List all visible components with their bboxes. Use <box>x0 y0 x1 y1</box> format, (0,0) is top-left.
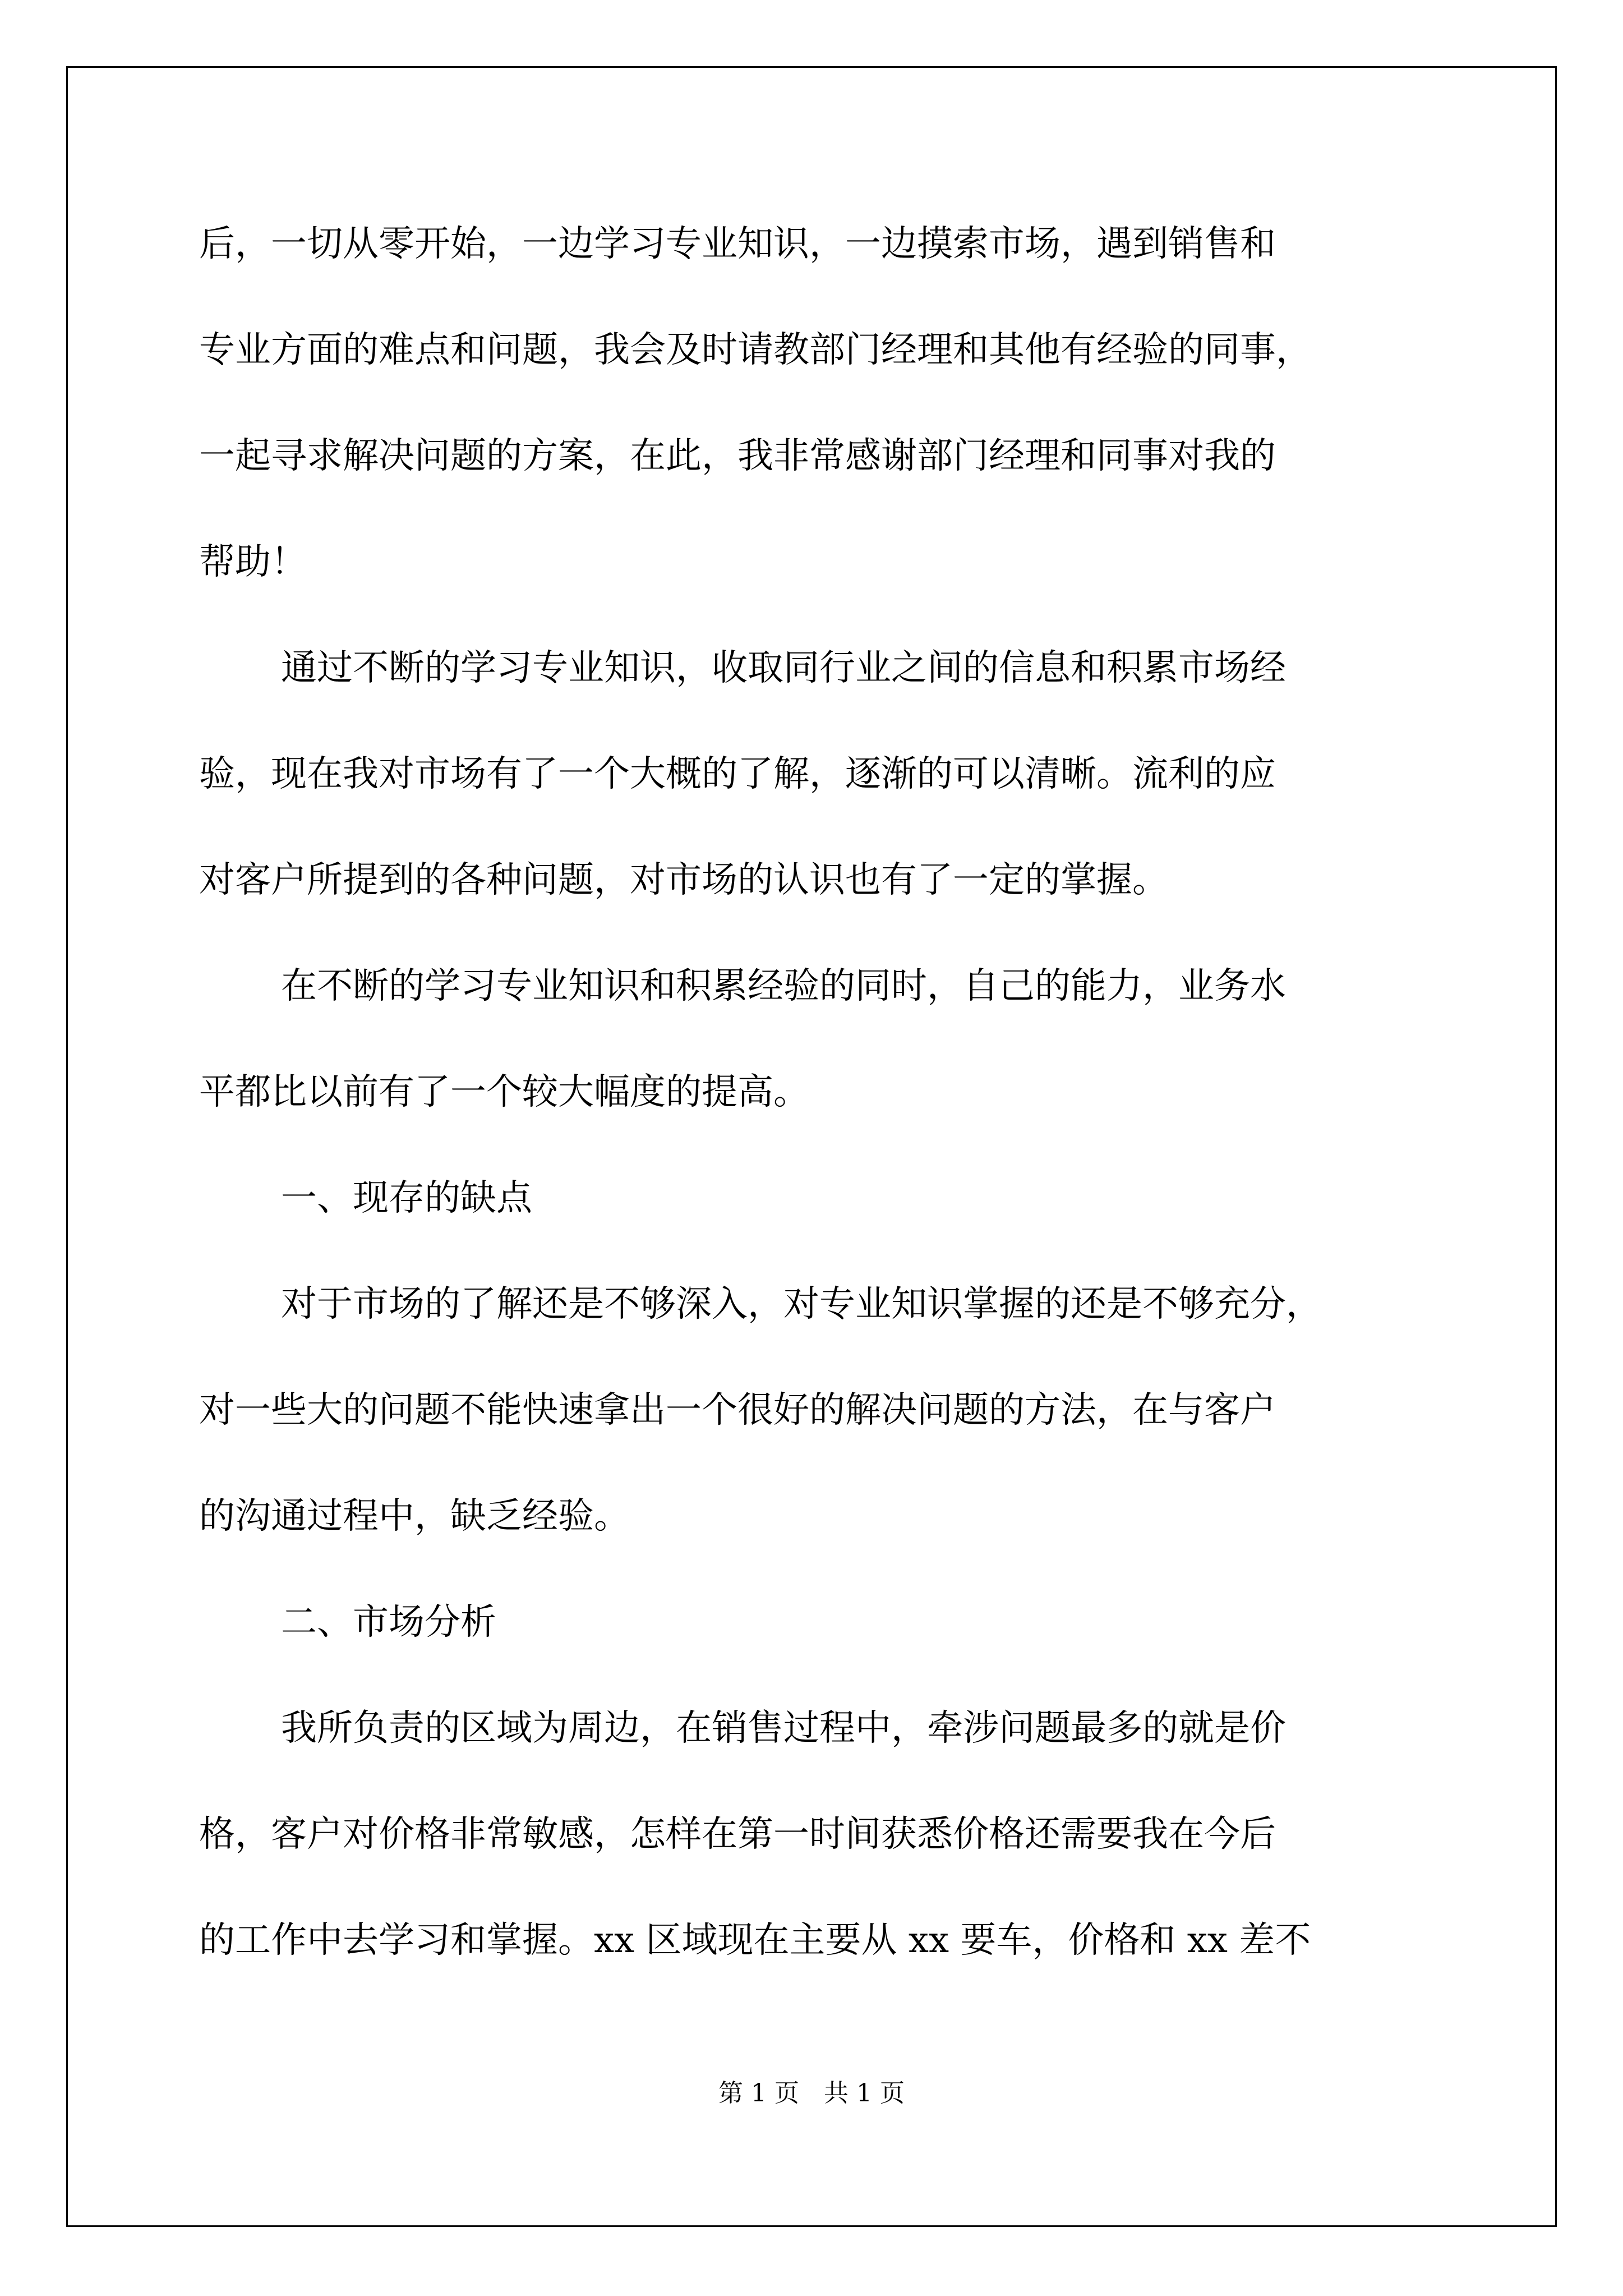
text-line: 对一些大的问题不能快速拿出一个很好的解决问题的方法，在与客户 <box>199 1389 1276 1431</box>
paragraph-first-line: 我所负责的区域为周边，在销售过程中，牵涉问题最多的就是价 <box>281 1708 1286 1749</box>
text-line: 对客户所提到的各种问题，对市场的认识也有了一定的掌握。 <box>199 859 1168 901</box>
text-line: 帮助！ <box>199 541 307 583</box>
page-number-footer: 第 1 页 共 1 页 <box>718 2079 905 2108</box>
text-line: 后，一切从零开始，一边学习专业知识，一边摸索市场，遇到销售和 <box>199 223 1276 265</box>
section-heading: 二、市场分析 <box>281 1602 496 1643</box>
page-border <box>66 66 1557 2227</box>
paragraph-first-line: 对于市场的了解还是不够深入，对专业知识掌握的还是不够充分， <box>281 1283 1322 1325</box>
paragraph-first-line: 通过不断的学习专业知识，收取同行业之间的信息和积累市场经 <box>281 647 1286 689</box>
text-line: 专业方面的难点和问题，我会及时请教部门经理和其他有经验的同事， <box>199 329 1312 371</box>
text-line: 格，客户对价格非常敏感，怎样在第一时间获悉价格还需要我在今后 <box>199 1814 1276 1855</box>
paragraph-first-line: 在不断的学习专业知识和积累经验的同时，自己的能力，业务水 <box>281 965 1286 1007</box>
text-line: 验，现在我对市场有了一个大概的了解，逐渐的可以清晰。流利的应 <box>199 753 1276 795</box>
text-line: 的沟通过程中，缺乏经验。 <box>199 1496 630 1537</box>
text-line: 平都比以前有了一个较大幅度的提高。 <box>199 1071 809 1113</box>
text-line: 的工作中去学习和掌握。xx 区域现在主要从 xx 要车，价格和 xx 差不 <box>199 1920 1311 1961</box>
section-heading: 一、现存的缺点 <box>281 1177 532 1219</box>
text-line: 一起寻求解决问题的方案，在此，我非常感谢部门经理和同事对我的 <box>199 435 1276 477</box>
